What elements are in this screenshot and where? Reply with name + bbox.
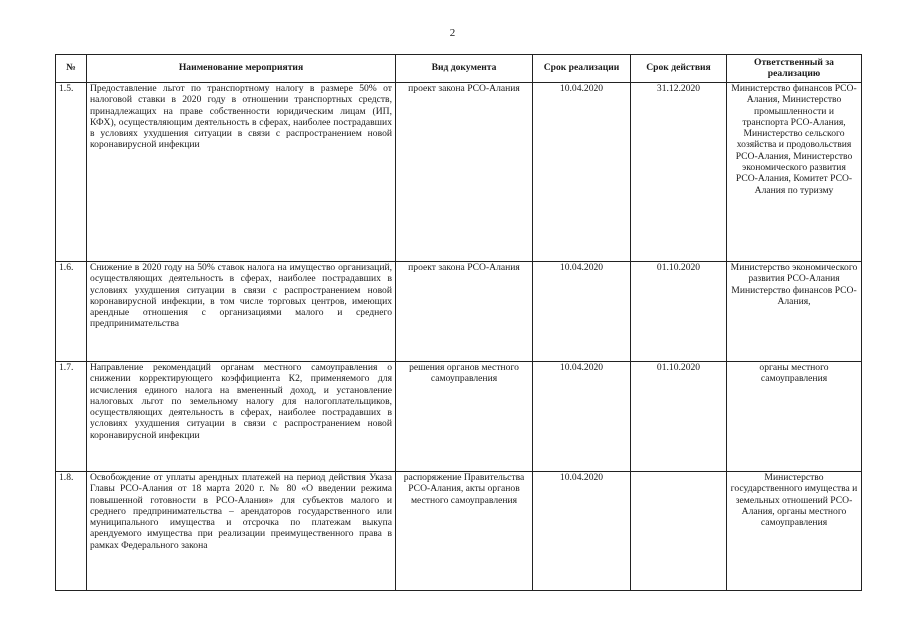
table-body	[56, 83, 862, 591]
row-resp: Министерство финансов РСО-Алания, Министерство промышленности и транспорта РСО-Алания, Министерство сельского хозяйства и продовольствия РСО-Алания, Министерство экономического развития РСО-Алания, Комитет РСО-Алания по туризму	[727, 83, 862, 262]
row-name: Направление рекомендаций органам местного самоуправления о снижении корректирующего коэффициента К2, применяемого для исчисления единого налога на вмененный доход, и установление налоговых льгот по земельному налогу для налогоплательщиков, осуществляющих деятельность в сферах, наиболее пострадавших в условиях ухудшения ситуации в связи с распространением новой коронавирусной инфекции	[87, 362, 396, 472]
header-resp: Ответственный за реализацию	[727, 55, 862, 83]
row-resp: Министерство экономического развития РСО-Алания Министерство финансов РСО-Алания,	[727, 262, 862, 362]
row-name: Снижение в 2020 году на 50% ставок налога на имущество организаций, осуществляющих деятельность в сферах, наиболее пострадавших в условиях ухудшения ситуации в связи с распространением новой коронавирусной инфекции, в том числе торговых центров, имеющих арендные отношения с организациями малого и среднего предпринимательства	[87, 262, 396, 362]
table-header	[56, 55, 862, 83]
header-name: Наименование мероприятия	[87, 55, 396, 83]
row-num: 1.8.	[56, 472, 87, 591]
table-row	[56, 83, 862, 262]
header-end: Срок действия	[631, 55, 727, 83]
header-num: №	[56, 55, 87, 83]
row-start: 10.04.2020	[533, 472, 631, 591]
table-row	[56, 472, 862, 591]
row-name: Предоставление льгот по транспортному налогу в размере 50% от налоговой ставки в 2020 году в отношении транспортных средств, принадлежащих на праве собственности юридическим лицам (ИП, КФХ), осуществляющим деятельность в сферах, наиболее пострадавших в условиях ухудшения ситуации в связи с распространением новой коронавирусной инфекции	[87, 83, 396, 262]
header-start: Срок реализации	[533, 55, 631, 83]
row-num: 1.7.	[56, 362, 87, 472]
header-row	[56, 55, 862, 83]
row-end: 31.12.2020	[631, 83, 727, 262]
row-end: 01.10.2020	[631, 262, 727, 362]
page-number: 2	[449, 27, 456, 39]
row-start: 10.04.2020	[533, 262, 631, 362]
table-row	[56, 262, 862, 362]
table-row	[56, 362, 862, 472]
row-end: 01.10.2020	[631, 362, 727, 472]
header-doc: Вид документа	[396, 55, 533, 83]
row-doc: распоряжение Правительства РСО-Алания, акты органов местного самоуправления	[396, 472, 533, 591]
row-end	[631, 472, 727, 591]
row-start: 10.04.2020	[533, 83, 631, 262]
row-start: 10.04.2020	[533, 362, 631, 472]
row-num: 1.5.	[56, 83, 87, 262]
row-resp: Министерство государственного имущества и земельных отношений РСО-Алания, органы местного самоуправления	[727, 472, 862, 591]
measures-table	[55, 54, 862, 591]
row-name: Освобождение от уплаты арендных платежей на период действия Указа Главы РСО-Алания от 18 марта 2020 г. № 80 «О введении режима повышенной готовности в РСО-Алания» для субъектов малого и среднего предпринимательства – арендаторов государственного или муниципального имущества и отсрочка по платежам выкупа арендуемого имущества при реализации преимущественного права в рамках Федерального закона	[87, 472, 396, 591]
row-resp: органы местного самоуправления	[727, 362, 862, 472]
row-doc: решения органов местного самоуправления	[396, 362, 533, 472]
row-doc: проект закона РСО-Алания	[396, 83, 533, 262]
row-doc: проект закона РСО-Алания	[396, 262, 533, 362]
row-num: 1.6.	[56, 262, 87, 362]
